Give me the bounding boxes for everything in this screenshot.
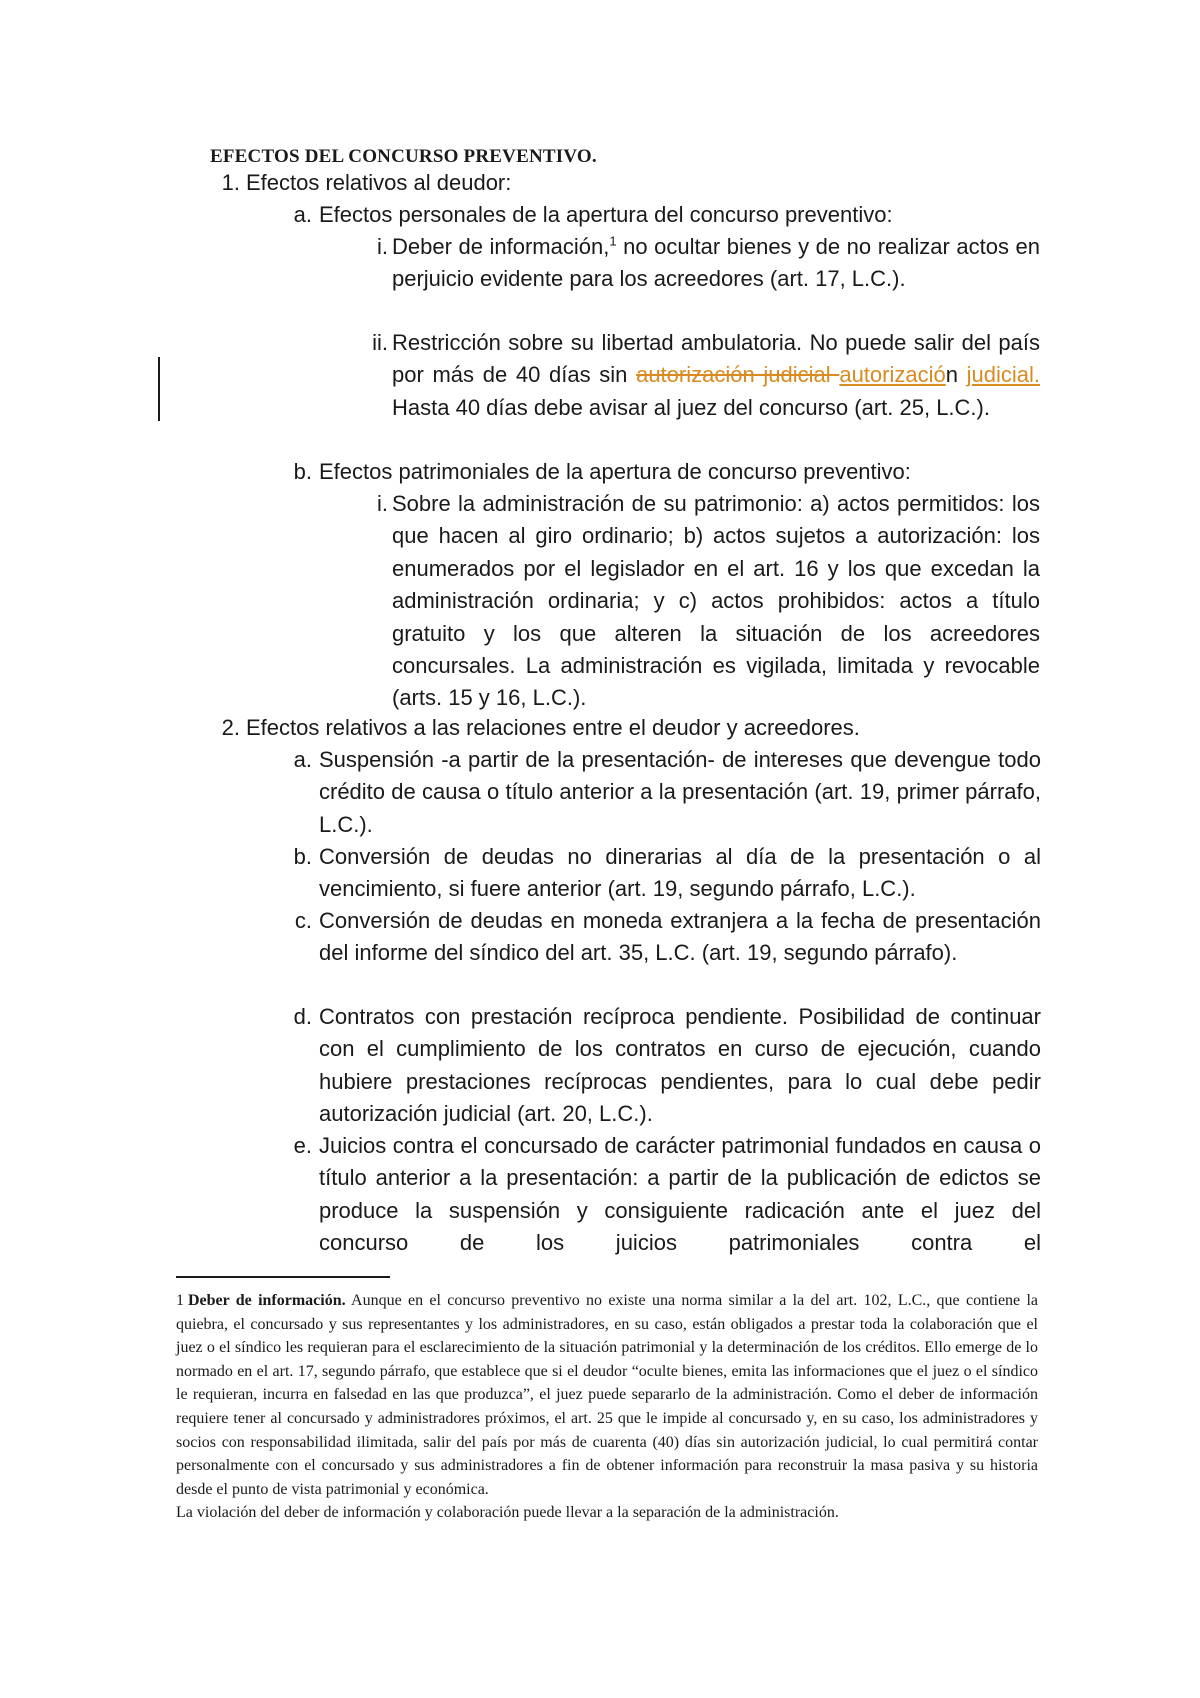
tracked-change-bar [158,357,160,421]
text-segment: n [945,362,967,388]
list-marker-1a-i: i. [377,234,388,259]
list-item-1b-i: Sobre la administración de su patrimonio: a) actos permitidos: los que hacen al giro ordinario; b) actos sujetos a autorización: los enumerados por el legislador en el art. 16 y los que excedan la administración ordinaria; y c) actos prohibidos: actos a título gratuito y los que alteren la situación de los acreedores concursales. La administración es vigilada, limitada y revocable (arts. 15 y 16, L.C.). [392,491,1040,711]
footnote-separator [176,1276,390,1278]
list-marker-2b: b. [293,844,312,869]
tracked-deletion[interactable]: autorización judicial [636,362,840,388]
list-item-2: Efectos relativos a las relaciones entre el deudor y acreedores. [246,715,860,740]
list-item-2c: Conversión de deudas en moneda extranjera a la fecha de presentación del informe del síndico del art. 35, L.C. (art. 19, segundo párrafo). [319,908,1041,966]
list-item-2a: Suspensión -a partir de la presentación- de intereses que devengue todo crédito de causa o título anterior a la presentación (art. 19, primer párrafo, L.C.). [319,747,1041,837]
list-item-1a-i [392,231,1040,296]
footnote [176,1289,1038,1525]
list-item-1: Efectos relativos al deudor: [246,170,512,195]
text-segment: Restricción sobre su libertad ambulatoria. No puede salir del país por más de 40 días sin [392,330,1040,388]
text-segment: no ocultar bienes y de no realizar actos en perjuicio evidente para los acreedores (art. 17, L.C.). [392,234,1040,292]
footnote-paragraph [176,1289,1038,1501]
list-item-2b: Conversión de deudas no dinerarias al día de la presentación o al vencimiento, si fuere anterior (art. 19, segundo párrafo, L.C.). [319,844,1041,902]
list-item-1a-ii [392,327,1040,424]
list-item-1b: Efectos patrimoniales de la apertura de concurso preventivo: [319,459,911,484]
list-marker-1a: a. [293,202,312,227]
text-segment: Deber de información, [392,234,610,259]
document-title: EFECTOS DEL CONCURSO PREVENTIVO. [210,146,597,167]
list-marker-1a-ii: ii. [372,330,388,355]
list-marker-2c: c. [294,908,312,933]
list-item-1a: Efectos personales de la apertura del concurso preventivo: [319,202,893,227]
footnote-heading: Deber de información. [188,1292,346,1309]
footnote-reference[interactable]: 1 [609,233,617,249]
list-marker-2a: a. [293,747,312,772]
footnote-number: 1 [176,1292,184,1309]
list-marker-2: 2. [221,715,240,740]
list-marker-2e: e. [293,1133,312,1158]
tracked-insertion[interactable]: judicial. [966,362,1041,388]
list-marker-1b-i: i. [377,491,388,516]
text-segment: Hasta 40 días debe avisar al juez del concurso (art. 25, L.C.). [392,394,990,420]
list-item-2d: Contratos con prestación recíproca pendiente. Posibilidad de continuar con el cumplimiento de los contratos en curso de ejecución, cuando hubiere prestaciones recíprocas pendientes, para lo cual debe pedir autorización judicial (art. 20, L.C.). [319,1004,1041,1127]
list-marker-2d: d. [293,1004,312,1029]
list-marker-1: 1. [221,170,240,195]
list-item-2e: Juicios contra el concursado de carácter patrimonial fundados en causa o título anterior a la presentación: a partir de la publicación de edictos se produce la suspensión y consiguiente radicación ante el juez del concurso de los juicios patrimoniales contra el [319,1133,1041,1256]
list-marker-1b: b. [293,459,312,484]
tracked-insertion[interactable]: autorizació [839,362,946,388]
footnote-paragraph-2: La violación del deber de información y colaboración puede llevar a la separación de la administración. [176,1504,839,1522]
footnote-text: Aunque en el concurso preventivo no existe una norma similar a la del art. 102, L.C., que contiene la quiebra, el concursado y sus representantes y los administradores, en su caso, están obligados a prestar toda la colaboración que el juez o el síndico les requieran para el esclarecimiento de la situación patrimonial y la determinación de los créditos. Ello emerge de lo normado en el art. 17, segundo párrafo, que establece que si el deudor “oculte bienes, emita las informaciones que el juez o el síndico le requieran, incurra en falsedad en las que produzca”, el juez puede separarlo de la administración. Como el deber de información requiere tener al concursado y administradores próximos, el art. 25 que le impide al concursado y, en su caso, los administradores y socios con responsabilidad ilimitada, salir del país por más de cuarenta (40) días sin autorización judicial, lo cual permitirá contar personalmente con el concursado y sus administradores a fin de obtener información para reconstruir la masa pasiva y su historia desde el punto de vista patrimonial y económica. [176,1292,1039,1498]
